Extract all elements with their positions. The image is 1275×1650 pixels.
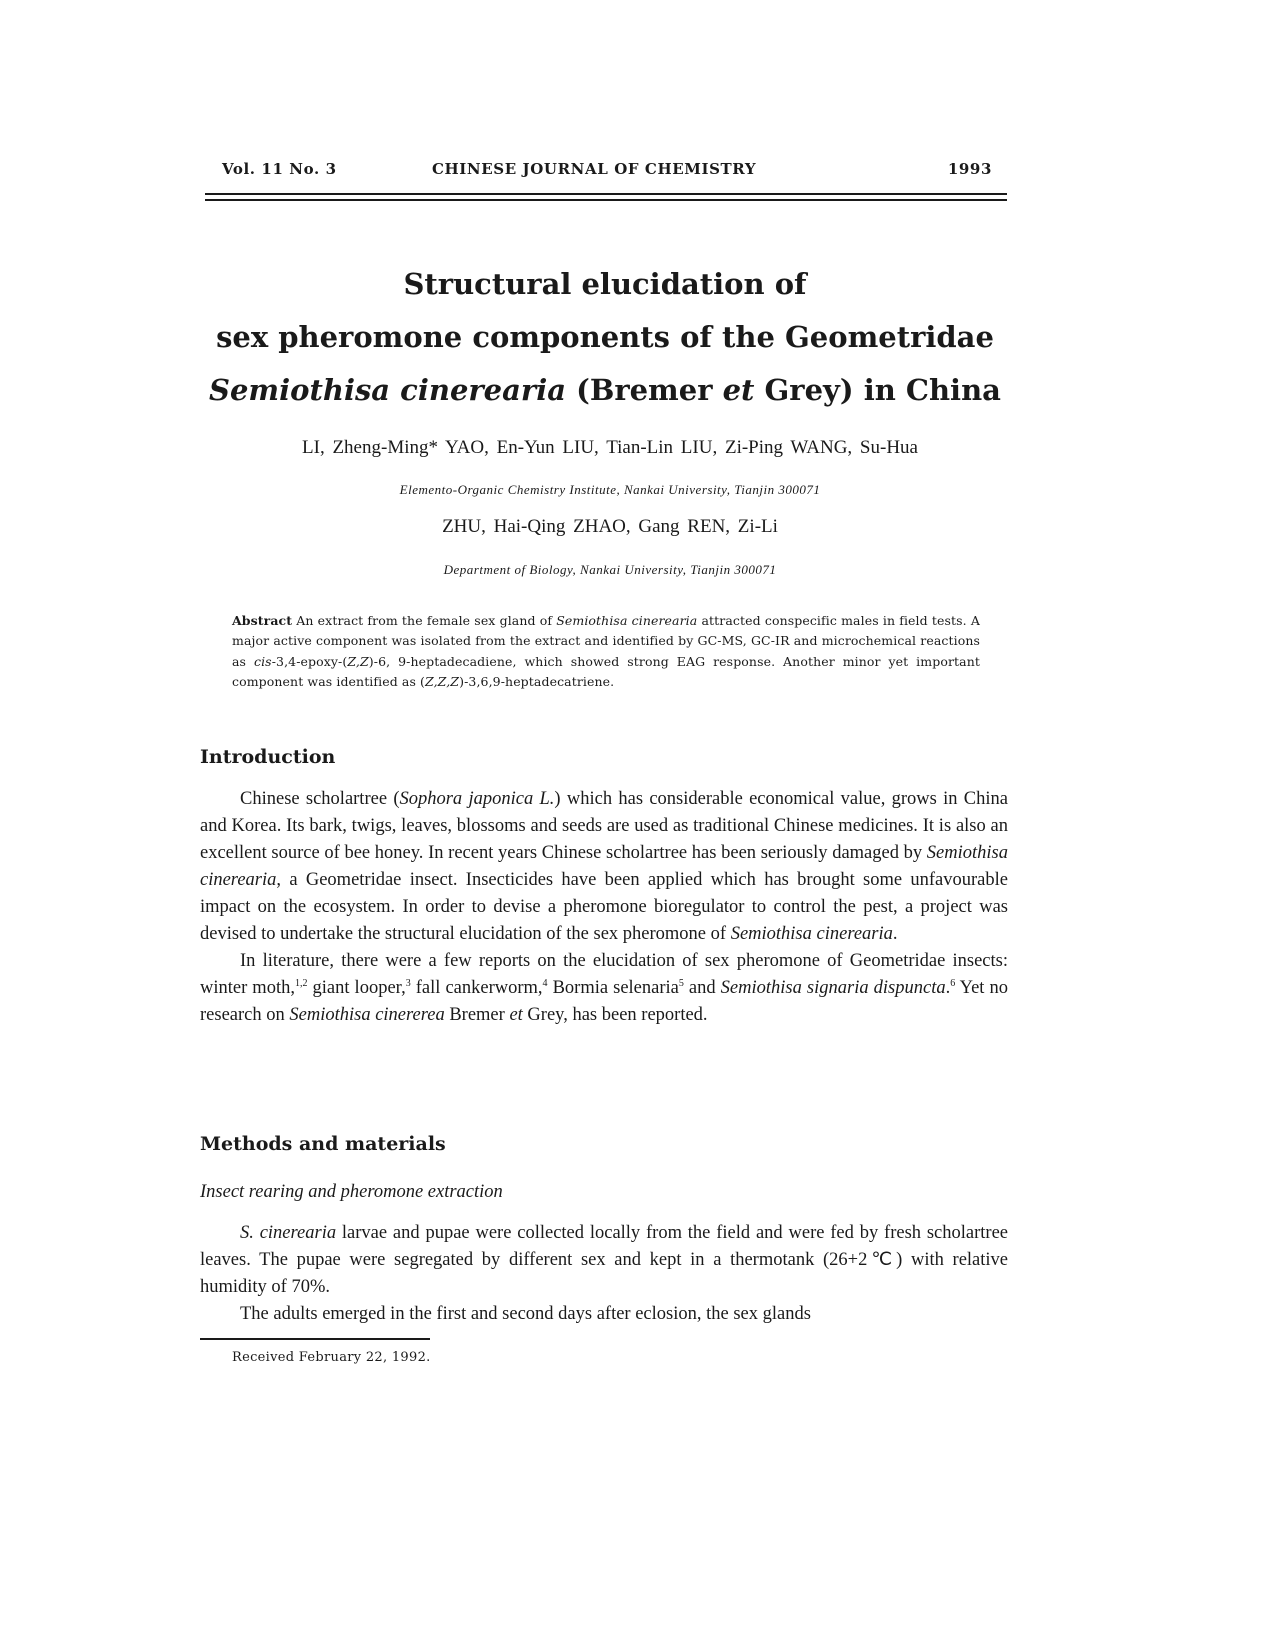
abstract-zzz: Z,Z,Z <box>425 673 460 689</box>
subsection-heading-insect-rearing: Insect rearing and pheromone extraction <box>200 1182 503 1202</box>
volume-issue: Vol. 11 No. 3 <box>222 160 337 178</box>
received-date-footnote: Received February 22, 1992. <box>232 1350 431 1365</box>
text-run: Bremer <box>444 1005 510 1025</box>
intro-paragraph-1 <box>200 786 1008 948</box>
species-semiothisa: Semiothisa cinerearia <box>730 924 893 944</box>
section-heading-methods: Methods and materials <box>200 1133 446 1155</box>
species-semiothisa: Semiothisa cinererea <box>289 1005 445 1025</box>
abstract-zz: Z,Z <box>347 653 369 669</box>
species-abbrev: S. cinerearia <box>240 1223 337 1243</box>
title-line-2: sex pheromone components of the Geometridae <box>216 320 994 354</box>
text-run: giant looper, <box>307 978 406 998</box>
text-run: . <box>892 924 898 944</box>
author-list-1: LI, Zheng-Ming* YAO, En-Yun LIU, Tian-Lin LIU, Zi-Ping WANG, Su-Hua <box>302 437 918 458</box>
reference-marker: 6 <box>950 977 956 989</box>
intro-paragraph-2 <box>200 948 1008 1029</box>
title-line-1: Structural elucidation of <box>403 267 807 301</box>
reference-marker: 3 <box>405 977 411 989</box>
abstract-label: Abstract <box>232 613 293 628</box>
text-run: Chinese scholartree ( <box>240 789 400 809</box>
text-run: ) which has considerable economical value, grows in China and Korea. Its bark, twigs, leaves, blossoms and seeds are used as traditional Chinese medicines. It is also an excellent source of bee honey. In recent years Chinese scholartree has been seriously damaged by <box>200 789 1008 863</box>
abstract-species: Semiothisa cinerearia <box>556 613 698 628</box>
title-authority-open: (Bremer <box>566 373 723 407</box>
title-species: Semiothisa cinerearia <box>209 373 566 407</box>
methods-body <box>200 1220 1008 1328</box>
abstract-cis: cis <box>253 653 272 669</box>
title-authority-close: Grey) in China <box>754 373 1001 407</box>
running-head <box>222 160 992 182</box>
text-run: Bormia selenaria <box>547 978 679 998</box>
species-sophora: Sophora japonica L. <box>399 789 555 809</box>
affiliation-1: Elemento-Organic Chemistry Institute, Nankai University, Tianjin 300071 <box>399 482 821 497</box>
text-run: Grey, has been reported. <box>522 1005 708 1025</box>
title-line-3 <box>205 364 1005 417</box>
species-semiothisa: Semiothisa cinerearia <box>200 843 1008 890</box>
abstract <box>232 611 980 692</box>
abstract-text: )-3,6,9-heptadecatriene. <box>459 673 615 689</box>
abstract-text: An extract from the female sex gland of <box>292 613 557 628</box>
text-run: and <box>683 978 721 998</box>
abstract-text: attracted conspecific males in field tests. A major active component was isolated from the extract and identified by GC-MS, GC-IR and microchemical reactions as <box>232 613 980 669</box>
journal-name: CHINESE JOURNAL OF CHEMISTRY <box>432 160 757 178</box>
abstract-text: -3,4-epoxy-( <box>271 653 348 669</box>
text-run: In literature, there were a few reports on the elucidation of sex pheromone of Geometridae insects: winter moth, <box>200 951 1008 998</box>
header-rule-bottom <box>205 199 1007 201</box>
text-run: larvae and pupae were collected locally from the field and were fed by fresh scholartree leaves. The pupae were segregated by different sex and kept in a thermotank (26+2℃) with relative humidity of 70%. <box>200 1223 1008 1297</box>
author-list-2: ZHU, Hai-Qing ZHAO, Gang REN, Zi-Li <box>442 516 778 537</box>
text-et: et <box>509 1005 523 1025</box>
species-semiothisa-signaria: Semiothisa signaria dispuncta <box>720 978 946 998</box>
publication-year: 1993 <box>947 160 992 178</box>
methods-paragraph-2: The adults emerged in the first and second days after eclosion, the sex glands <box>240 1304 811 1324</box>
section-heading-introduction: Introduction <box>200 746 336 768</box>
reference-marker: 5 <box>678 977 684 989</box>
text-run: , a Geometridae insect. Insecticides have been applied which has brought some unfavourable impact on the ecosystem. In order to devise a pheromone bioregulator to control the pest, a project was devised to undertake the structural elucidation of the sex pheromone of <box>200 870 1008 944</box>
text-run: Yet no research on <box>200 978 1008 1025</box>
header-rule-top <box>205 193 1007 195</box>
affiliation-2: Department of Biology, Nankai University, Tianjin 300071 <box>443 562 777 577</box>
text-run: fall cankerworm, <box>410 978 543 998</box>
footnote-rule <box>200 1338 430 1340</box>
text-run: . <box>945 978 951 998</box>
methods-paragraph-1 <box>200 1220 1008 1301</box>
reference-marker: 1,2 <box>294 977 308 989</box>
abstract-text: )-6, 9-heptadecadiene, which showed strong EAG response. Another minor yet important component was identified as ( <box>232 653 980 689</box>
paper-title <box>205 258 1005 417</box>
reference-marker: 4 <box>542 977 548 989</box>
introduction-body <box>200 786 1008 1029</box>
title-et: et <box>722 373 755 407</box>
